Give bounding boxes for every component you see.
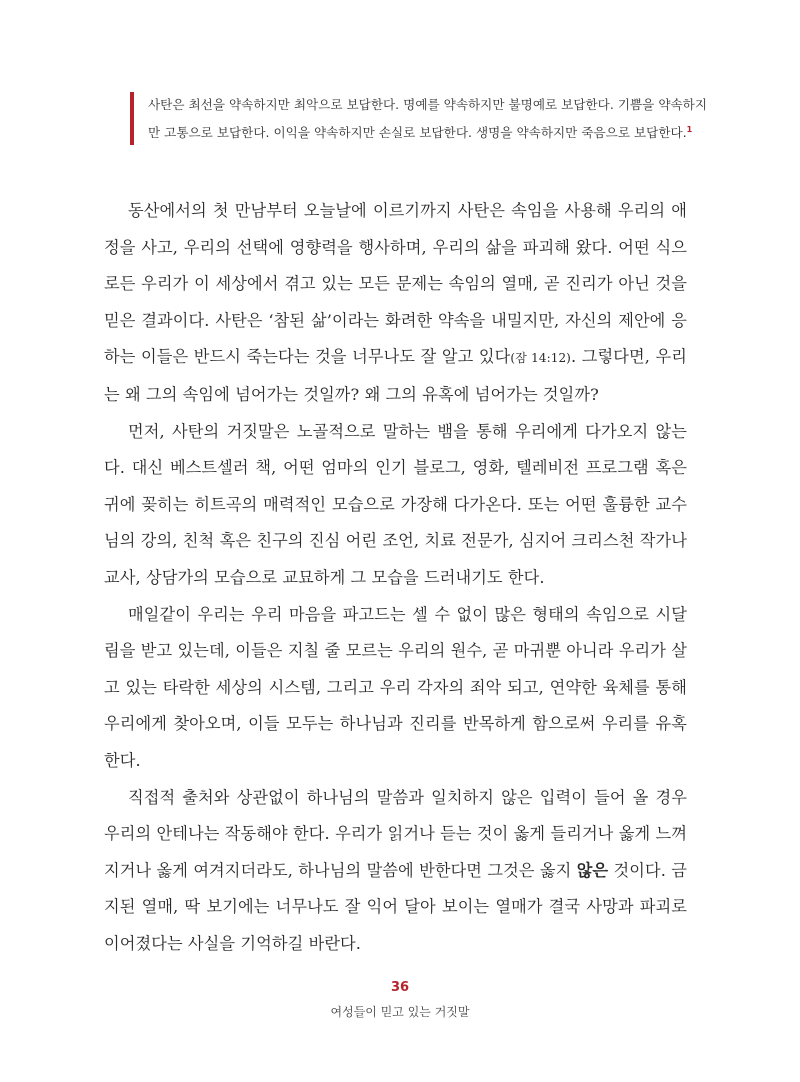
paragraph-4-text-b: 것이다. 금지된 열매, 딱 보기에는 너무나도 잘 익어 달아 보이는 열매가 결국 사망과 파괴로 이어졌다는 사실을 기억하길 바란다. xyxy=(104,860,687,953)
paragraph-1-text-a: 동산에서의 첫 만남부터 오늘날에 이르기까지 사탄은 속임을 사용해 우리의 애정을 사고, 우리의 선택에 영향력을 행사하며, 우리의 삶을 파괴해 왔다. 어떤 식으로든 우리가 이 세상에서 겪고 있는 모든 문제는 속임의 열매, 곧 진리가 아닌 것을 믿은 결과이다. 사탄은 ‘참된 삶’이라는 화려한 약속을 내밀지만, 자신의 제안에 응하는 이들은 반드시 죽는다는 것을 너무나도 잘 알고 있다 xyxy=(104,201,687,367)
running-footer-title: 여성들이 믿고 있는 거짓말 xyxy=(330,1005,470,1019)
quote-text: 사탄은 최선을 약속하지만 최악으로 보답한다. 명예를 약속하지만 불명예로 보답한다. 기쁨을 약속하지만 고통으로 보답한다. 이익을 약속하지만 손실로 보답한다. 생명을 약속하지만 죽음으로 보답한다. xyxy=(148,97,707,140)
body-text xyxy=(104,193,687,962)
scripture-reference: (잠 14:12) xyxy=(510,351,571,366)
paragraph-2: 먼저, 사탄의 거짓말은 노골적으로 말하는 뱀을 통해 우리에게 다가오지 않는다. 대신 베스트셀러 책, 어떤 엄마의 인기 블로그, 영화, 텔레비전 프로그램 혹은 귀에 꽂히는 히트곡의 매력적인 모습으로 가장해 다가온다. 또는 어떤 훌륭한 교수님의 강의, 친척 혹은 친구의 진심 어린 조언, 치료 전문가, 심지어 크리스천 작가나 교사, 상담가의 모습으로 교묘하게 그 모습을 드러내기도 한다. xyxy=(104,421,687,587)
pull-quote xyxy=(130,92,708,145)
footnote-marker[interactable]: 1 xyxy=(686,125,693,134)
paragraph-1-text-b: . 그렇다면, 우리는 왜 그의 속임에 넘어가는 것일까? 왜 그의 유혹에 넘어가는 것일까? xyxy=(104,347,687,404)
paragraph-4 xyxy=(104,780,687,963)
paragraph-1 xyxy=(104,193,687,414)
paragraph-3: 매일같이 우리는 우리 마음을 파고드는 셀 수 없이 많은 형태의 속임으로 시달림을 받고 있는데, 이들은 지칠 줄 모르는 우리의 원수, 곧 마귀뿐 아니라 우리가 살고 있는 타락한 세상의 시스템, 그리고 우리 각자의 죄악 되고, 연약한 육체를 통해 우리에게 찾아오며, 이들 모두는 하나님과 진리를 반목하게 함으로써 우리를 유혹한다. xyxy=(104,604,687,770)
paragraph-4-text-a: 직접적 출처와 상관없이 하나님의 말씀과 일치하지 않은 입력이 들어 올 경우 우리의 안테나는 작동해야 한다. 우리가 읽거나 듣는 것이 옳게 들리거나 옳게 느껴지거나 옳게 여겨지더라도, 하나님의 말씀에 반한다면 그것은 옳지 xyxy=(104,787,687,880)
emphasized-word: 않은 xyxy=(576,860,609,880)
page-number: 36 xyxy=(390,980,410,995)
